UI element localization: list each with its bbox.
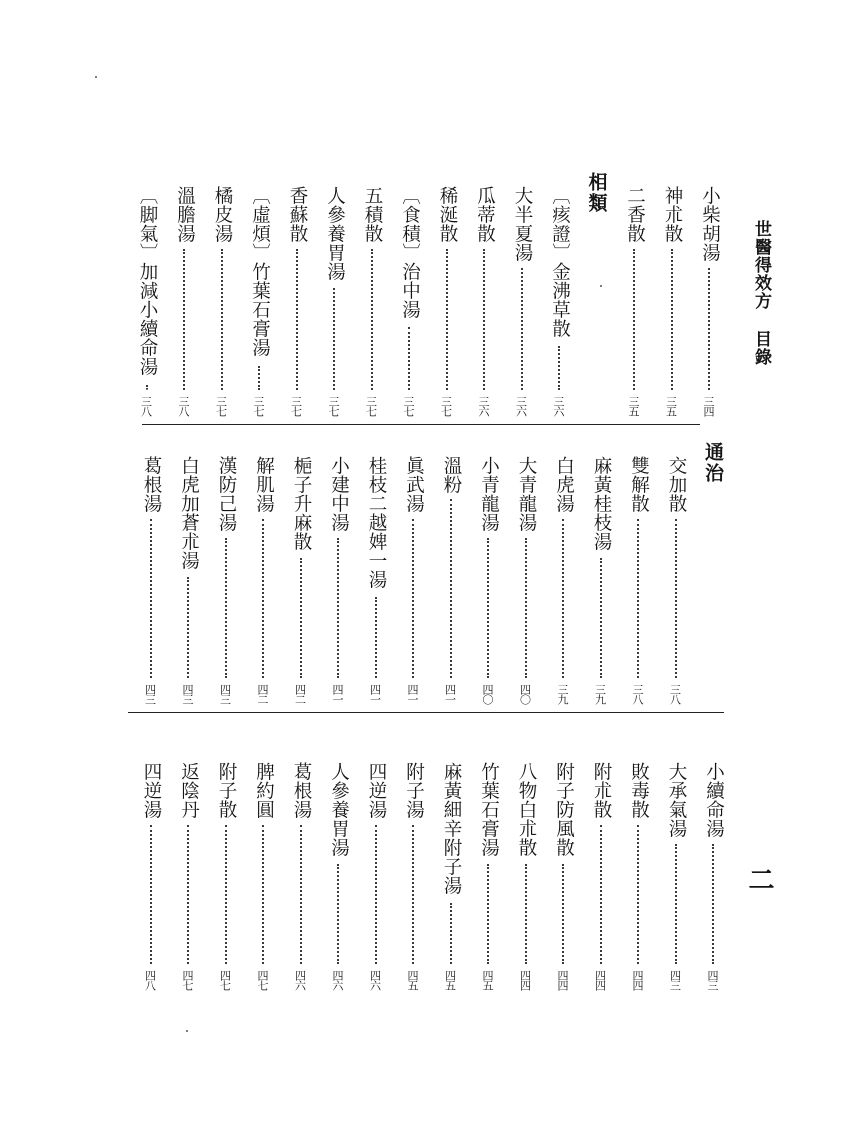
toc-entry-title: 〔脚氣〕加減小續命湯 (137, 186, 158, 376)
toc-entry-page: 四三 (143, 684, 157, 704)
toc-entry-page: 三七 (327, 396, 340, 416)
leader-dots (225, 825, 227, 965)
leader-dots (637, 825, 639, 965)
toc-entry-title: 香蘇散 (287, 186, 308, 243)
toc-entry-title: 麻黃桂枝湯 (591, 456, 612, 551)
divider-rule-middle (128, 712, 724, 713)
leader-dots (637, 519, 639, 679)
leader-dots (258, 366, 260, 391)
toc-entry-title: 四逆湯 (141, 762, 162, 819)
toc-entry-page: 四〇 (481, 684, 494, 704)
toc-entry-title: 雙解散 (628, 456, 650, 513)
toc-entry-page: 四四 (631, 970, 644, 990)
toc-entry-title: 白虎湯 (553, 456, 575, 513)
leader-dots (300, 825, 302, 965)
toc-entry-page: 三七 (364, 396, 378, 416)
toc-entry-page: 四四 (556, 970, 569, 990)
leader-dots (558, 346, 560, 390)
toc-entry-page: 三六 (552, 396, 565, 416)
toc-entry-title: 小柴胡湯 (699, 186, 721, 262)
toc-entry-page: 四三 (218, 684, 232, 704)
leader-dots (150, 519, 152, 679)
leader-dots (487, 864, 489, 965)
toc-entry-page: 三八 (631, 684, 644, 704)
section-heading: 通治 (702, 442, 724, 484)
leader-dots (375, 825, 377, 965)
scan-speck (600, 285, 602, 287)
toc-entry-page: 四四 (593, 970, 607, 990)
toc-entry-page: 四七 (218, 970, 232, 990)
scan-speck (186, 1030, 188, 1032)
toc-entry-title: 小建中湯 (328, 456, 350, 532)
leader-dots (300, 558, 302, 679)
leader-dots (375, 597, 377, 679)
leader-dots (600, 825, 602, 965)
toc-entry-page: 四六 (368, 970, 382, 990)
toc-entry-page: 三七 (402, 396, 415, 416)
toc-entry-title: 神朮散 (662, 186, 683, 243)
leader-dots (187, 577, 189, 678)
toc-entry-title: 葛根湯 (291, 762, 312, 819)
toc-entry-title: 〔虛煩〕竹葉石膏湯 (249, 186, 271, 357)
toc-entry-page: 三九 (593, 684, 607, 704)
leader-dots (333, 288, 335, 391)
toc-entry-page: 四〇 (518, 684, 532, 704)
leader-dots (712, 844, 714, 964)
toc-entry-page: 三九 (556, 684, 569, 704)
toc-entry-page: 三八 (177, 396, 190, 416)
toc-entry-title: 四逆湯 (366, 762, 387, 819)
leader-dots (371, 249, 373, 391)
toc-entry-page: 四三 (181, 684, 194, 704)
leader-dots (562, 519, 564, 679)
toc-entry-page: 四一 (331, 684, 344, 704)
toc-entry-title: 解肌湯 (253, 456, 275, 513)
toc-entry-page: 四二 (293, 684, 307, 704)
toc-entry-page: 三六 (477, 396, 490, 416)
leader-dots (671, 249, 673, 391)
toc-entry-title: 脾約圓 (253, 762, 275, 819)
toc-entry-page: 三七 (214, 396, 228, 416)
toc-entry-title: 桂枝二越婢一湯 (366, 456, 387, 589)
toc-entry-title: 溫膽湯 (174, 186, 196, 243)
toc-entry-page: 四五 (481, 970, 494, 990)
leader-dots (675, 844, 677, 964)
scan-speck (95, 76, 97, 78)
toc-entry-title: 竹葉石膏湯 (478, 762, 500, 857)
toc-entry-page: 四三 (706, 970, 719, 990)
toc-entry-title: 瓜蒂散 (474, 186, 496, 243)
toc-entry-page: 三六 (514, 396, 528, 416)
leader-dots (262, 825, 264, 965)
leader-dots (450, 903, 452, 965)
leader-dots (487, 538, 489, 678)
toc-entry-page: 四二 (256, 684, 269, 704)
leader-dots (146, 385, 148, 390)
leader-dots (675, 519, 677, 679)
toc-entry-title: 葛根湯 (141, 456, 162, 513)
toc-entry-title: 人參養胃湯 (328, 762, 350, 857)
leader-dots (412, 825, 414, 965)
leader-dots (600, 558, 602, 679)
leader-dots (187, 825, 189, 965)
toc-entry-page: 四五 (443, 970, 457, 990)
toc-entry-page: 三四 (702, 396, 715, 416)
toc-entry-title: 小青龍湯 (478, 456, 500, 532)
toc-entry-page: 三五 (627, 396, 640, 416)
leader-dots (483, 249, 485, 391)
toc-entry-page: 四五 (406, 970, 419, 990)
toc-entry-page: 三八 (668, 684, 682, 704)
toc-entry-page: 四四 (518, 970, 532, 990)
toc-entry-page: 三五 (664, 396, 678, 416)
toc-entry-page: 四七 (256, 970, 269, 990)
toc-entry-page: 四六 (293, 970, 307, 990)
leader-dots (337, 538, 339, 678)
section-title: 目錄 (751, 330, 771, 366)
section-heading: 相類 (585, 172, 608, 214)
leader-dots (408, 327, 410, 391)
toc-entry-title: 〔食積〕治中湯 (399, 186, 421, 319)
toc-entry-title: 漢防己湯 (216, 456, 237, 532)
leader-dots (296, 249, 298, 391)
toc-entry-page: 四一 (368, 684, 382, 704)
toc-entry-title: 〔痎證〕金沸草散 (549, 186, 571, 338)
toc-entry-title: 溫粉 (441, 456, 462, 494)
toc-entry-title: 橘皮湯 (212, 186, 233, 243)
page-number: 二 (744, 866, 774, 893)
toc-entry-page: 三七 (289, 396, 303, 416)
toc-entry-page: 三八 (139, 396, 153, 416)
toc-entry-title: 人參養胃湯 (324, 186, 346, 281)
toc-entry-page: 四一 (443, 684, 457, 704)
book-title: 世醫得效方 (751, 220, 771, 310)
leader-dots (521, 268, 523, 390)
leader-dots (525, 538, 527, 678)
toc-entry-page: 四三 (668, 970, 682, 990)
toc-entry-title: 附子湯 (403, 762, 425, 819)
toc-entry-title: 稀涎散 (437, 186, 458, 243)
toc-entry-page: 四一 (406, 684, 419, 704)
toc-entry-page: 四七 (181, 970, 194, 990)
toc-entry-title: 附朮散 (591, 762, 612, 819)
toc-entry-title: 二香散 (624, 186, 646, 243)
leader-dots (150, 825, 152, 965)
leader-dots (525, 864, 527, 965)
leader-dots (562, 864, 564, 965)
toc-entry-page: 三七 (439, 396, 453, 416)
toc-entry-title: 交加散 (666, 456, 687, 513)
leader-dots (450, 499, 452, 678)
toc-entry-title: 麻黃細辛附子湯 (441, 762, 462, 895)
toc-entry-page: 四八 (143, 970, 157, 990)
toc-entry-title: 小續命湯 (703, 762, 725, 838)
leader-dots (337, 864, 339, 965)
toc-entry-title: 返陰丹 (178, 762, 200, 819)
toc-entry-title: 大青龍湯 (516, 456, 537, 532)
toc-entry-title: 眞武湯 (403, 456, 425, 513)
leader-dots (446, 249, 448, 391)
leader-dots (183, 249, 185, 391)
toc-entry-title: 白虎加蒼朮湯 (178, 456, 200, 570)
leader-dots (708, 268, 710, 390)
toc-entry-title: 大承氣湯 (666, 762, 687, 838)
toc-entry-title: 附子防風散 (553, 762, 575, 857)
leader-dots (412, 519, 414, 679)
toc-entry-title: 五積散 (362, 186, 383, 243)
divider-rule-top (142, 424, 700, 425)
leader-dots (221, 249, 223, 391)
toc-entry-page: 四六 (331, 970, 344, 990)
toc-entry-title: 附子散 (216, 762, 237, 819)
leader-dots (262, 519, 264, 679)
leader-dots (225, 538, 227, 678)
toc-entry-title: 大半夏湯 (512, 186, 533, 262)
toc-entry-page: 三七 (252, 396, 265, 416)
toc-entry-title: 敗毒散 (628, 762, 650, 819)
leader-dots (633, 249, 635, 391)
toc-entry-title: 梔子升麻散 (291, 456, 312, 551)
toc-entry-title: 八物白朮散 (516, 762, 537, 857)
